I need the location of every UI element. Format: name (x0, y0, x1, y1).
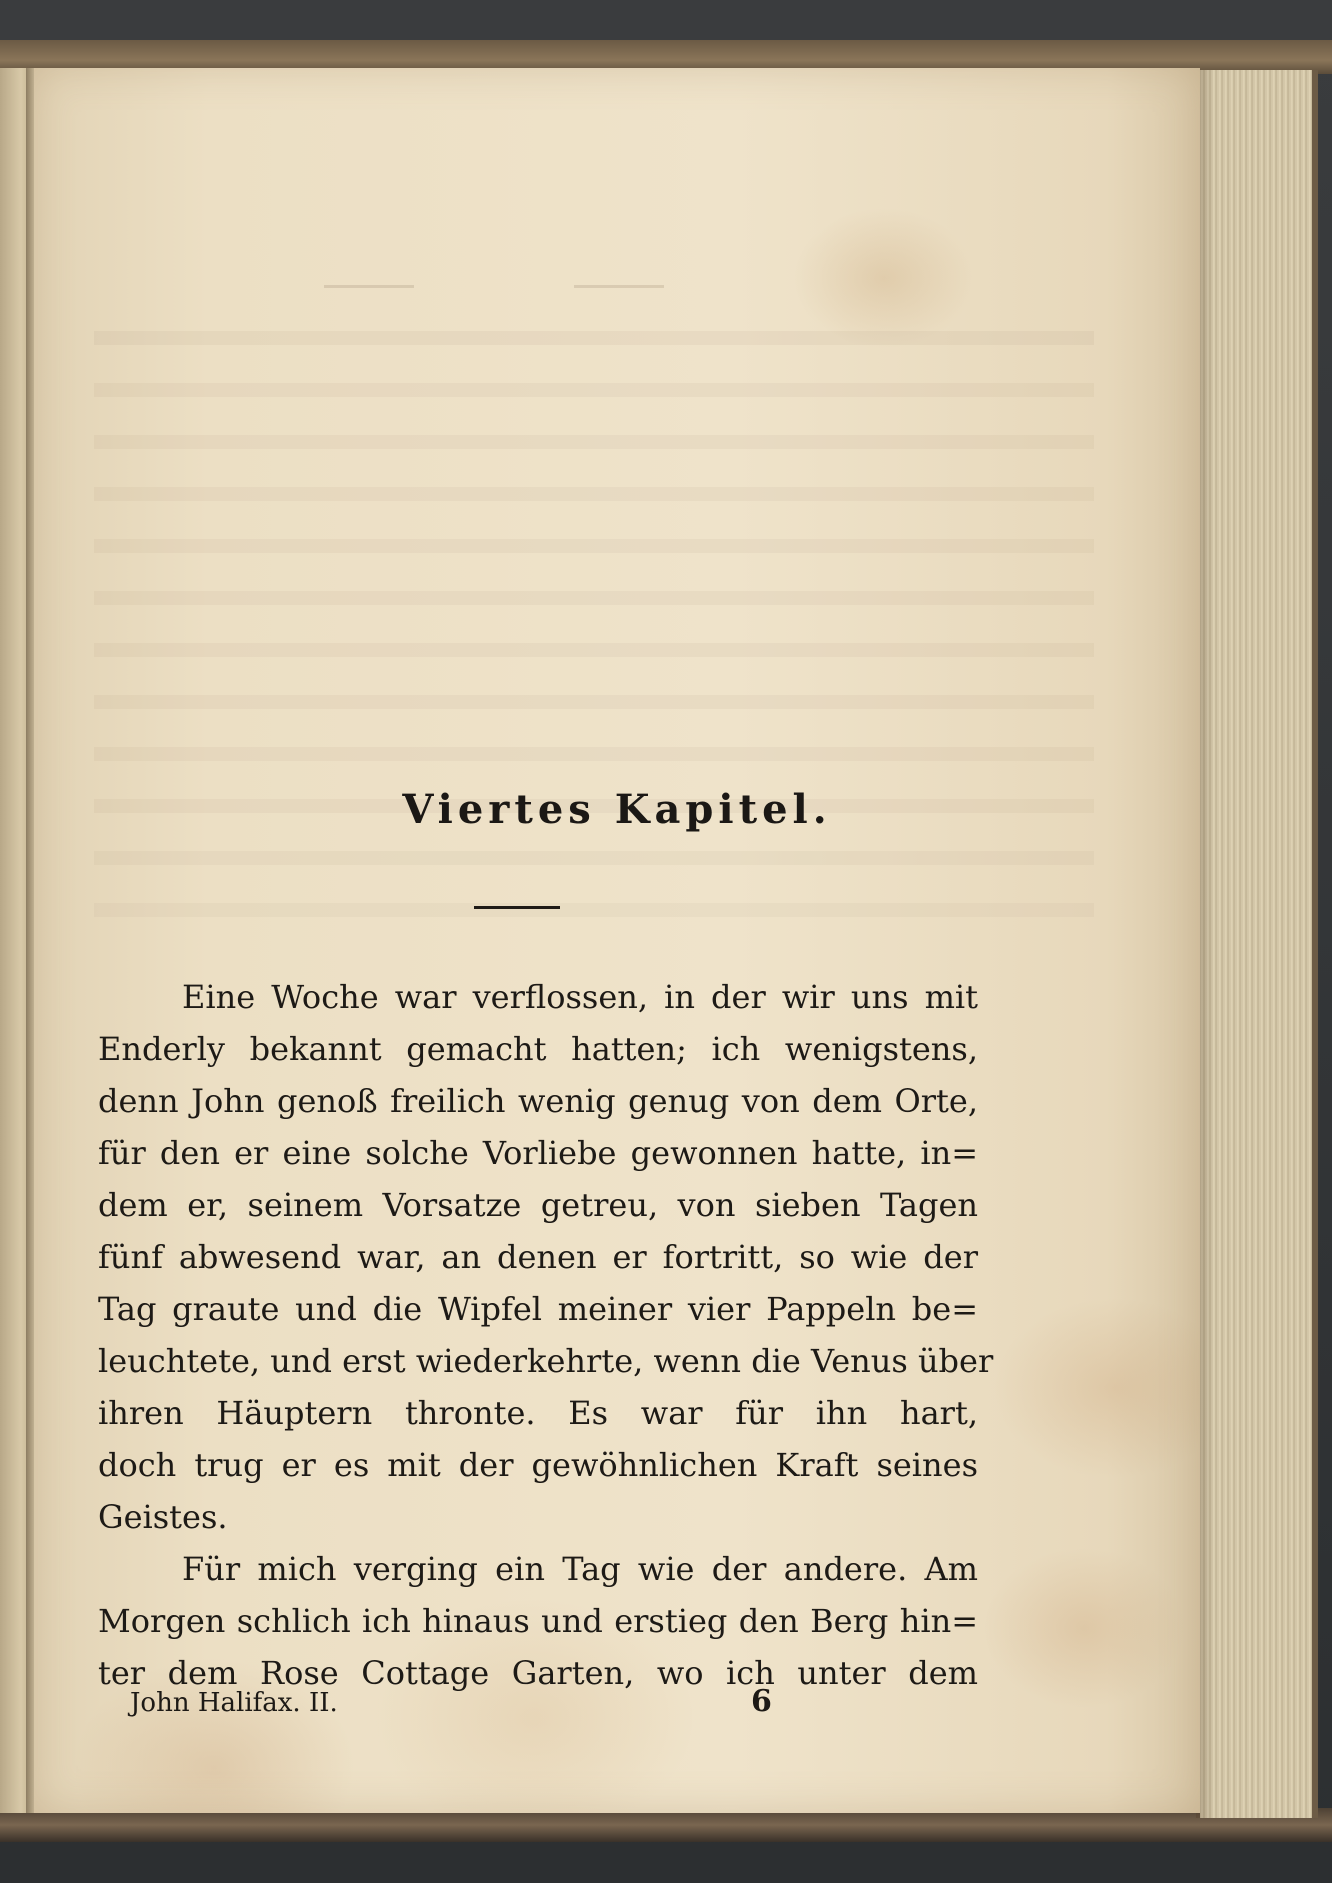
signature-mark: John Halifax. II. (130, 1688, 338, 1718)
text-line: ter dem Rose Cottage Garten, wo ich unter dem (98, 1654, 978, 1692)
page-number: 6 (751, 1684, 772, 1719)
text-line: doch trug er es mit der gewöhnlichen Kraft seines (98, 1446, 978, 1484)
text-line: fünf abwesend war, an denen er fortritt, so wie der (98, 1238, 978, 1276)
text-line: Morgen schlich ich hinaus und erstieg den Berg hin= (98, 1602, 978, 1640)
text-line: Geistes. (98, 1498, 228, 1536)
text-line: dem er, seinem Vorsatze getreu, von sieben Tagen (98, 1186, 978, 1224)
heading-divider-rule (474, 906, 560, 909)
text-line: Eine Woche war verflossen, in der wir uns mit (182, 978, 978, 1016)
book-page (34, 68, 1200, 1813)
text-line: denn John genoß freilich wenig genug von dem Orte, (98, 1082, 978, 1120)
text-line: Tag graute und die Wipfel meiner vier Pappeln be= (98, 1290, 978, 1328)
text-line: für den er eine solche Vorliebe gewonnen hatte, in= (98, 1134, 978, 1172)
text-line: Für mich verging ein Tag wie der andere. Am (182, 1550, 978, 1588)
page-block-fore-edge (1200, 70, 1318, 1818)
text-line: leuchtete, und erst wiederkehrte, wenn die Venus über (98, 1342, 994, 1380)
text-line: ihren Häuptern thronte. Es war für ihn hart, (98, 1394, 978, 1432)
text-line: Enderly bekannt gemacht hatten; ich wenigstens, (98, 1030, 978, 1068)
cover-edge-bottom (0, 1808, 1332, 1842)
body-text (98, 971, 994, 1699)
chapter-heading: Viertes Kapitel. (402, 786, 832, 833)
